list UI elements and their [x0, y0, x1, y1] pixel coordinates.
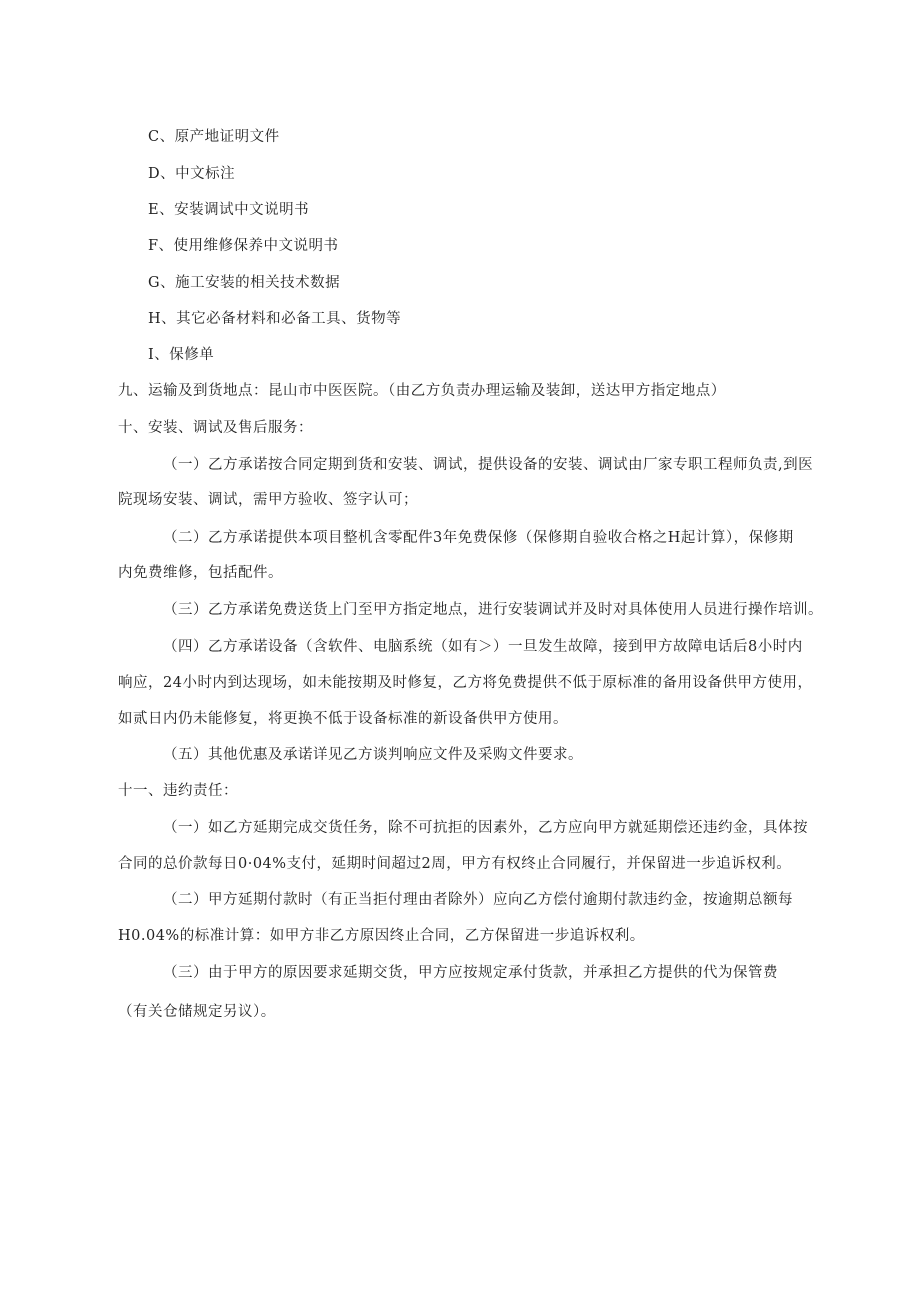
list-item-i: I、保修单	[148, 347, 215, 363]
list-item-c: C、原产地证明文件	[148, 129, 280, 145]
section-10-p4-line3: 如贰日内仍未能修复，将更换不低于设备标准的新设备供甲方使用。	[118, 711, 568, 727]
list-item-d: D、中文标注	[148, 166, 236, 182]
section-11-p2-line1: （二）甲方延期付款时（有正当拒付理由者除外）应向乙方偿付逾期付款违约金，按逾期总额每	[163, 892, 793, 908]
section-10-p2-line1: （二）乙方承诺提供本项目整机含零配件3年免费保修（保修期自验收合格之H起计算），保修期	[163, 530, 794, 546]
section-11-p3-line1: （三）由于甲方的原因要求延期交货，甲方应按规定承付货款，并承担乙方提供的代为保管费	[163, 965, 778, 981]
section-10-p3-line1: （三）乙方承诺免费送货上门至甲方指定地点，进行安装调试并及时对具体使用人员进行操作培训。	[163, 602, 823, 618]
section-11-p1-line1: （一）如乙方延期完成交货任务，除不可抗拒的因素外，乙方应向甲方就延期偿还违约金，具体按	[163, 820, 808, 836]
list-item-h: H、其它必备材料和必备工具、货物等	[148, 311, 402, 327]
list-item-f: F、使用维修保养中文说明书	[148, 238, 339, 254]
list-item-e: E、安装调试中文说明书	[148, 202, 310, 218]
section-11-p2-line2: H0.04%的标准计算：如甲方非乙方原因终止合同，乙方保留进一步追诉权利。	[118, 928, 645, 944]
section-10-p4-line1: （四）乙方承诺设备（含软件、电脑系统（如有＞）一旦发生故障，接到甲方故障电话后8小时内	[163, 639, 803, 655]
section-10-p1-line1: （一）乙方承诺按合同定期到货和安装、调试，提供设备的安装、调试由厂家专职工程师负责,到医	[163, 457, 814, 473]
section-11-p1-line2: 合同的总价款每日0·04%支付，延期时间超过2周，甲方有权终止合同履行，并保留进一步追诉权利。	[118, 856, 792, 872]
list-item-g: G、施工安装的相关技术数据	[148, 275, 341, 291]
section-11-heading: 十一、违约责任：	[118, 783, 238, 799]
section-10-p5-line1: （五）其他优惠及承诺详见乙方谈判响应文件及采购文件要求。	[163, 747, 583, 763]
section-10-p4-line2: 响应，24小时内到达现场，如未能按期及时修复，乙方将免费提供不低于原标准的备用设备供甲方使用，	[118, 675, 813, 691]
section-10-p1-line2: 院现场安装、调试，需甲方验收、签字认可；	[118, 492, 418, 508]
section-10-heading: 十、安装、调试及售后服务：	[118, 420, 313, 436]
section-9-heading: 九、运输及到货地点：昆山市中医医院。（由乙方负责办理运输及装卸，送达甲方指定地点）	[118, 383, 726, 399]
section-10-p2-line2: 内免费维修，包括配件。	[118, 565, 283, 581]
section-11-p3-line2: （有关仓储规定另议）。	[118, 1004, 276, 1020]
